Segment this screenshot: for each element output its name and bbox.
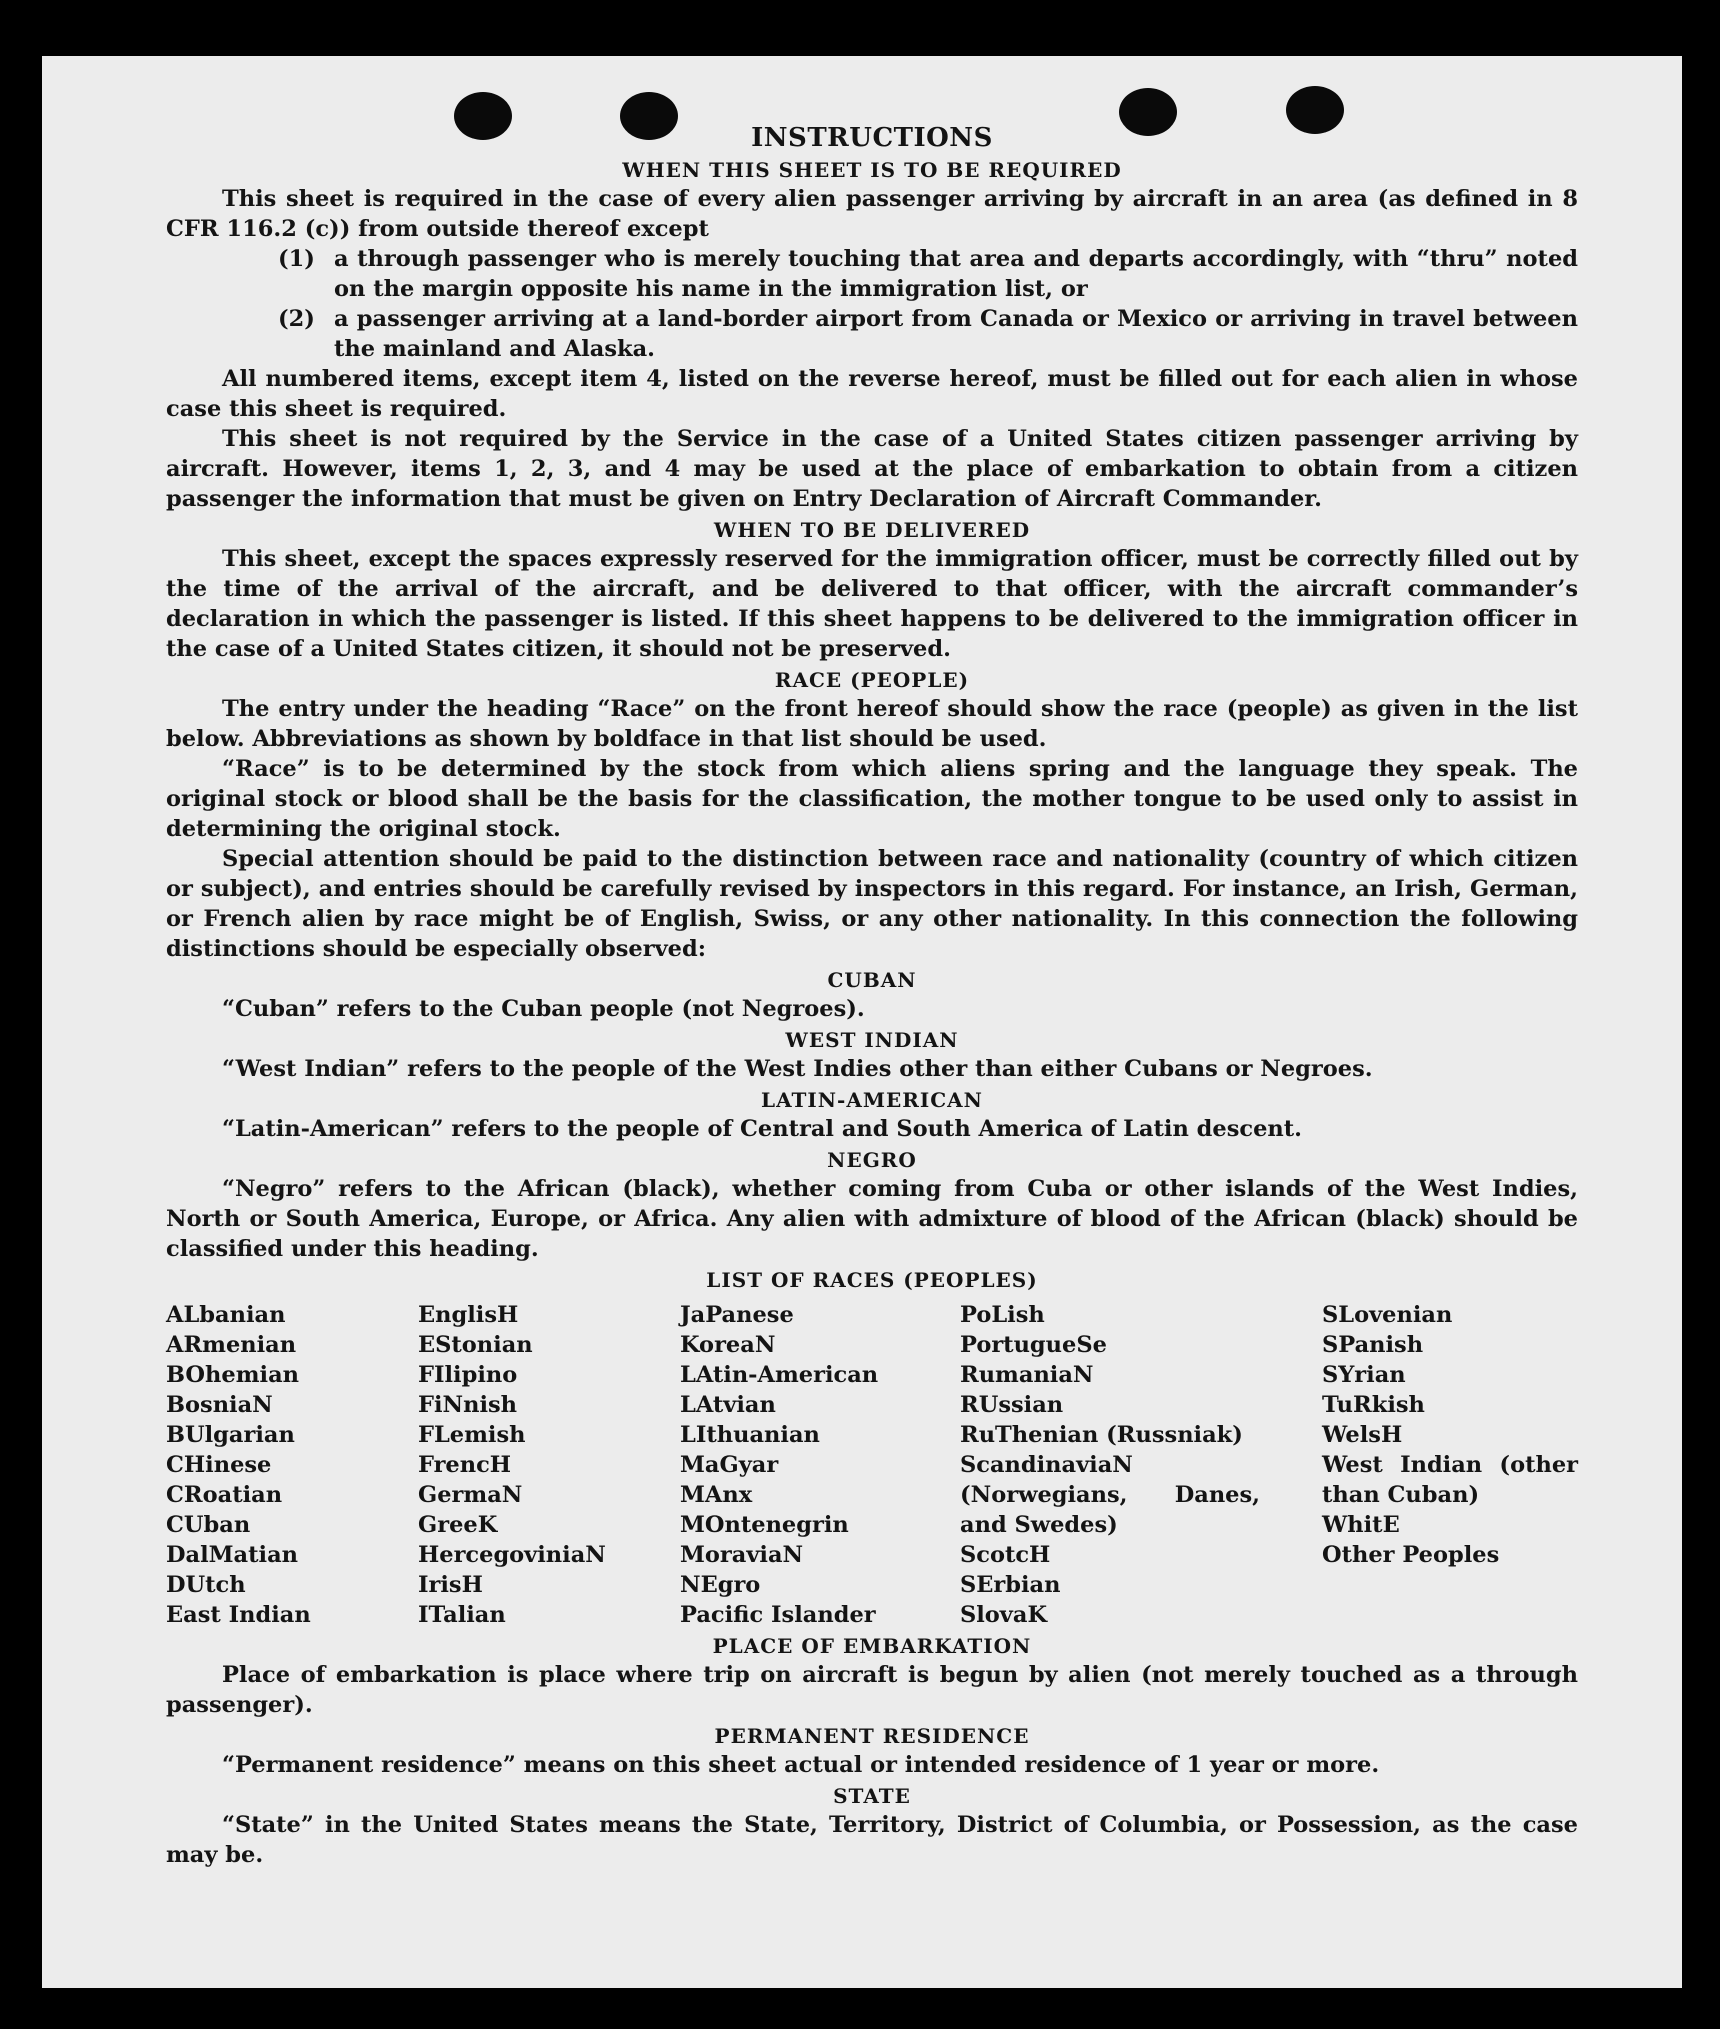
race-entry: CHinese — [166, 1452, 272, 1478]
race-column — [166, 1300, 418, 1630]
paragraph: Place of embarkation is place where trip on aircraft is begun by alien (not merely touched as a through passenger). — [166, 1662, 1578, 1718]
race-entry: BUlgarian — [166, 1422, 295, 1448]
race-entry: West Indian (other than Cuban) — [1322, 1452, 1578, 1508]
race-entry: FrencH — [418, 1452, 512, 1478]
race-entry: GermaN — [418, 1482, 523, 1508]
race-entry: MAnx — [680, 1482, 753, 1508]
paragraph: This sheet is required in the case of every alien passenger arriving by aircraft in an area (as defined in 8 CFR 116.2 (c)) from outside thereof except — [166, 186, 1578, 242]
item-text: a through passenger who is merely touching that area and departs accordingly, with “thru” noted on the margin opposite his name in the immigration list, or — [334, 246, 1578, 302]
race-column — [960, 1300, 1322, 1630]
list-item — [166, 304, 1578, 364]
race-entry: East Indian — [166, 1602, 311, 1628]
race-column — [680, 1300, 960, 1630]
race-entry: TuRkish — [1322, 1392, 1425, 1418]
race-entry: MoraviaN — [680, 1542, 804, 1568]
section-heading: NEGRO — [827, 1148, 917, 1172]
race-entry: JaPanese — [680, 1302, 794, 1328]
race-entry: LAtvian — [680, 1392, 776, 1418]
race-entry: ITalian — [418, 1602, 506, 1628]
race-entry: RuThenian (Russniak) — [960, 1422, 1243, 1448]
section-heading: PERMANENT RESIDENCE — [714, 1724, 1030, 1748]
paragraph: “Race” is to be determined by the stock from which aliens spring and the language they speak. The original stock or blood shall be the basis for the classification, the mother tongue to be used only to assist in determining the original stock. — [166, 756, 1578, 842]
race-entry: RUssian — [960, 1392, 1064, 1418]
definition: “West Indian” refers to the people of the West Indies other than either Cubans or Negroes. — [222, 1056, 1373, 1082]
section-heading: WHEN THIS SHEET IS TO BE REQUIRED — [622, 158, 1122, 182]
paragraph: “Negro” refers to the African (black), whether coming from Cuba or other islands of the West Indies, North or South America, Europe, or Africa. Any alien with admixture of blood of the African (black) should be classified under this heading. — [166, 1176, 1578, 1262]
race-list — [166, 1300, 1578, 1630]
race-entry: Other Peoples — [1322, 1542, 1500, 1568]
race-entry: SlovaK — [960, 1602, 1048, 1628]
definition: “Cuban” refers to the Cuban people (not Negroes). — [222, 996, 865, 1022]
race-entry: BosniaN — [166, 1392, 273, 1418]
race-entry: ScotcH — [960, 1542, 1051, 1568]
section-heading: RACE (PEOPLE) — [774, 668, 970, 692]
race-entry: WelsH — [1322, 1422, 1403, 1448]
race-entry: PoLish — [960, 1302, 1045, 1328]
page-title: INSTRUCTIONS — [751, 123, 993, 153]
section-heading: STATE — [833, 1784, 911, 1808]
definition: “Latin-American” refers to the people of Central and South America of Latin descent. — [222, 1116, 1302, 1142]
race-entry: KoreaN — [680, 1332, 776, 1358]
race-entry: CUban — [166, 1512, 251, 1538]
race-entry: ARmenian — [166, 1332, 297, 1358]
section-heading: WEST INDIAN — [785, 1028, 959, 1052]
race-entry: LAtin-American — [680, 1362, 879, 1388]
item-text: a passenger arriving at a land-border airport from Canada or Mexico or arriving in travel between the mainland and Alaska. — [334, 306, 1578, 362]
race-column — [418, 1300, 680, 1630]
race-entry: SYrian — [1322, 1362, 1406, 1388]
race-entry: ALbanian — [166, 1302, 286, 1328]
race-entry: GreeK — [418, 1512, 498, 1538]
race-entry: PortugueSe — [960, 1332, 1107, 1358]
race-entry: NEgro — [680, 1572, 761, 1598]
race-entry: DalMatian — [166, 1542, 299, 1568]
paragraph: This sheet, except the spaces expressly reserved for the immigration officer, must be correctly filled out by the time of the arrival of the aircraft, and be delivered to that officer, with the aircraft commander’s declaration in which the passenger is listed. If this sheet happens to be delivered to the immigration officer in the case of a United States citizen, it should not be preserved. — [166, 546, 1578, 662]
race-entry: FiNnish — [418, 1392, 518, 1418]
race-entry: CRoatian — [166, 1482, 283, 1508]
paragraph: “Permanent residence” means on this sheet actual or intended residence of 1 year or more. — [222, 1752, 1380, 1778]
document-page — [42, 56, 1682, 1988]
race-entry: FIlipino — [418, 1362, 518, 1388]
race-entry: Pacific Islander — [680, 1602, 876, 1628]
race-entry: WhitE — [1322, 1512, 1400, 1538]
race-entry: MaGyar — [680, 1452, 779, 1478]
race-entry: MOntenegrin — [680, 1512, 849, 1538]
section-heading: WHEN TO BE DELIVERED — [713, 518, 1031, 542]
race-entry: LIthuanian — [680, 1422, 820, 1448]
race-column — [1322, 1300, 1578, 1630]
section-heading: LATIN-AMERICAN — [761, 1088, 983, 1112]
item-number: (1) — [278, 246, 315, 272]
paragraph: This sheet is not required by the Service in the case of a United States citizen passenger arriving by aircraft. However, items 1, 2, 3, and 4 may be used at the place of embarkation to obtain from a citizen passenger the information that must be given on Entry Declaration of Aircraft Commander. — [166, 426, 1578, 512]
race-entry: BOhemian — [166, 1362, 300, 1388]
race-entry: EnglisH — [418, 1302, 519, 1328]
race-entry: DUtch — [166, 1572, 246, 1598]
race-entry: SLovenian — [1322, 1302, 1453, 1328]
race-entry: SPanish — [1322, 1332, 1424, 1358]
list-item — [166, 244, 1578, 304]
race-entry: ScandinaviaN (Norwegians, Danes, and Swedes) — [960, 1452, 1260, 1538]
section-heading: CUBAN — [827, 968, 917, 992]
paragraph: All numbered items, except item 4, listed on the reverse hereof, must be filled out for each alien in whose case this sheet is required. — [166, 366, 1578, 422]
race-entry: IrisH — [418, 1572, 483, 1598]
instructions-text — [166, 122, 1578, 1870]
race-entry: FLemish — [418, 1422, 526, 1448]
section-heading: LIST OF RACES (PEOPLES) — [706, 1268, 1038, 1292]
section-heading: PLACE OF EMBARKATION — [712, 1634, 1032, 1658]
paragraph: Special attention should be paid to the distinction between race and nationality (country of which citizen or subject), and entries should be carefully revised by inspectors in this regard. For instance, an Irish, German, or French alien by race might be of English, Swiss, or any other nationality. In this connection the following distinctions should be especially observed: — [166, 846, 1578, 962]
item-number: (2) — [278, 306, 315, 332]
race-entry: SErbian — [960, 1572, 1061, 1598]
paragraph: The entry under the heading “Race” on the front hereof should show the race (people) as given in the list below. Abbreviations as shown by boldface in that list should be used. — [166, 696, 1578, 752]
race-entry: EStonian — [418, 1332, 533, 1358]
paragraph: “State” in the United States means the State, Territory, District of Columbia, or Possession, as the case may be. — [166, 1812, 1578, 1868]
race-entry: HercegoviniaN — [418, 1542, 606, 1568]
race-entry: RumaniaN — [960, 1362, 1094, 1388]
